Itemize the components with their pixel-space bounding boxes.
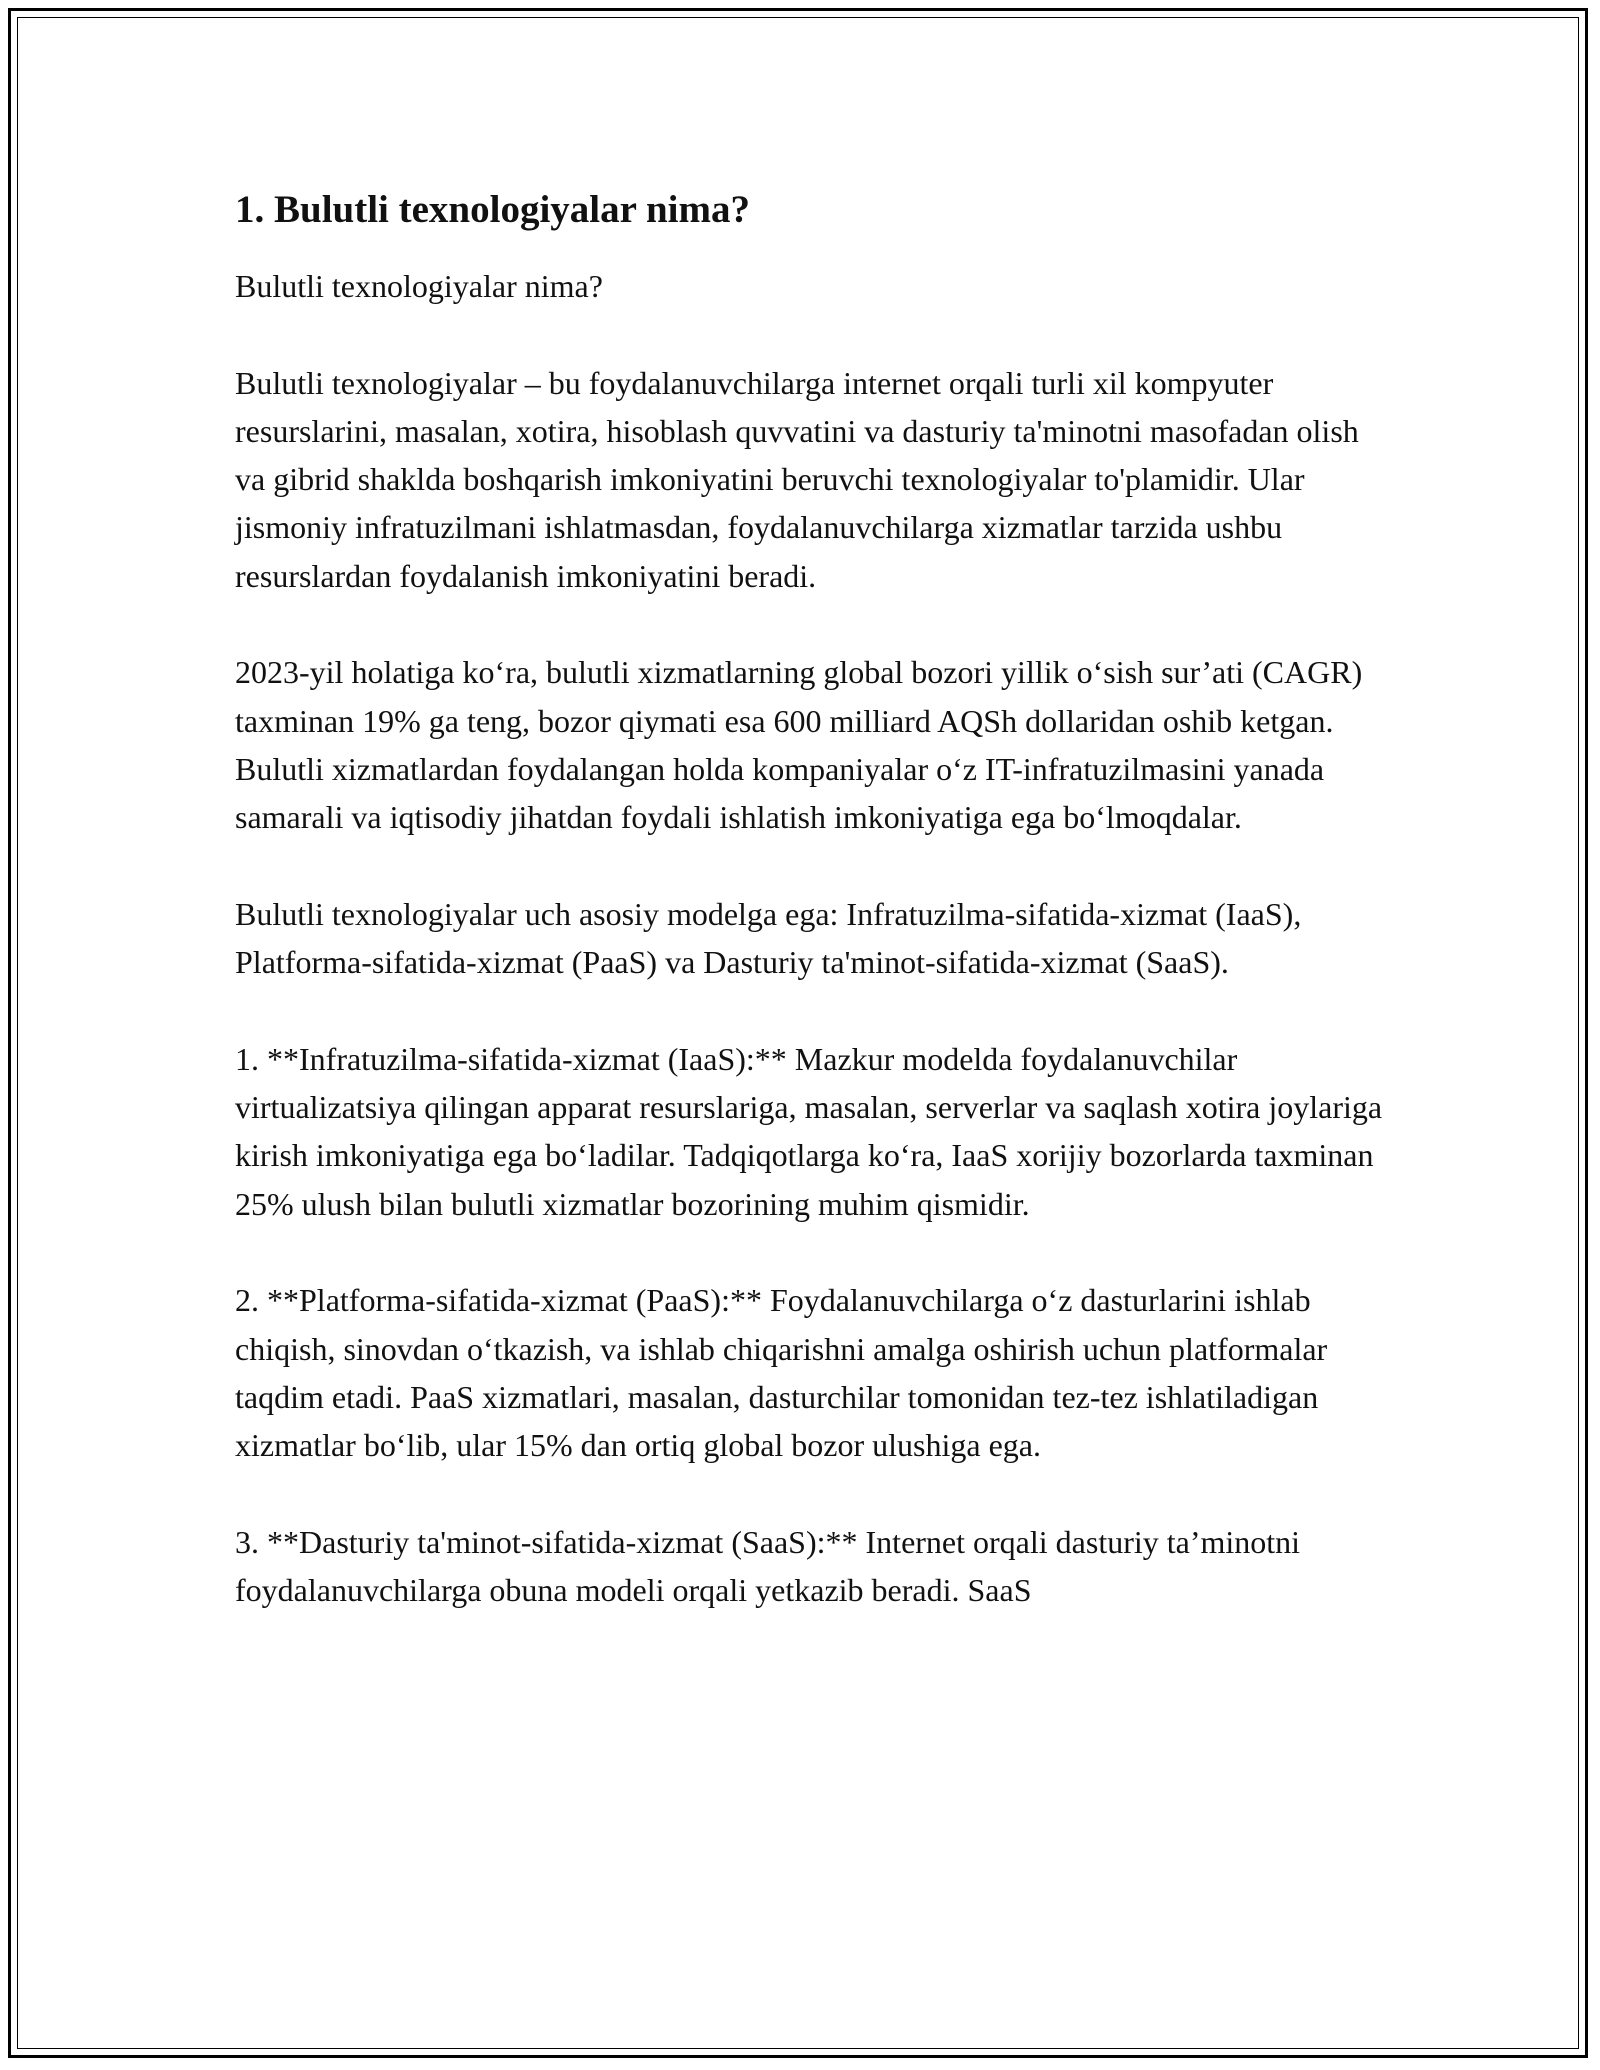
paragraph-iaas: 1. **Infratuzilma-sifatida-xizmat (IaaS):** Mazkur modelda foydalanuvchilar virtualizatsiya qilingan apparat resurslariga, masalan, serverlar va saqlash xotira joylariga kirish imkoniyatiga ega boʻladilar. Tadqiqotlarga koʻra, IaaS xorijiy bozorlarda taxminan 25% ulush bilan bulutli xizmatlar bozorining muhim qismidir.	[235, 1040, 1383, 1222]
paragraph-subtitle: Bulutli texnologiyalar nima?	[235, 268, 603, 304]
paragraph-saas: 3. **Dasturiy ta'minot-sifatida-xizmat (SaaS):** Internet orqali dasturiy ta’minotni foydalanuvchilarga obuna modeli orqali yetkazib beradi. SaaS	[235, 1523, 1301, 1609]
document-body	[235, 186, 1395, 1614]
paragraph-paas: 2. **Platforma-sifatida-xizmat (PaaS):** Foydalanuvchilarga oʻz dasturlarini ishlab chiqish, sinovdan oʻtkazish, va ishlab chiqarishni amalga oshirish uchun platformalar taqdim etadi. PaaS xizmatlari, masalan, dasturchilar tomonidan tez-tez ishlatiladigan xizmatlar boʻlib, ular 15% dan ortiq global bozor ulushiga ega.	[235, 1282, 1328, 1464]
paragraph-models-intro: Bulutli texnologiyalar uch asosiy modelga ega: Infratuzilma-sifatida-xizmat (IaaS), Platforma-sifatida-xizmat (PaaS) va Dasturiy ta'minot-sifatida-xizmat (SaaS).	[235, 895, 1302, 981]
document-heading: 1. Bulutli texnologiyalar nima?	[235, 188, 750, 231]
paragraph-market-stats: 2023-yil holatiga koʻra, bulutli xizmatlarning global bozori yillik oʻsish sur’ati (CAGR) taxminan 19% ga teng, bozor qiymati esa 600 milliard AQSh dollaridan oshib ketgan. Bulutli xizmatlardan foydalangan holda kompaniyalar oʻz IT-infratuzilmasini yanada samarali va iqtisodiy jihatdan foydali ishlatish imkoniyatiga ega boʻlmoqdalar.	[235, 654, 1363, 836]
paragraph-definition: Bulutli texnologiyalar – bu foydalanuvchilarga internet orqali turli xil kompyuter resurslarini, masalan, xotira, hisoblash quvvatini va dasturiy ta'minotni masofadan olish va gibrid shaklda boshqarish imkoniyatini beruvchi texnologiyalar to'plamidir. Ular jismoniy infratuzilmani ishlatmasdan, foydalanuvchilarga xizmatlar tarzida ushbu resurslardan foydalanish imkoniyatini beradi.	[235, 364, 1359, 594]
